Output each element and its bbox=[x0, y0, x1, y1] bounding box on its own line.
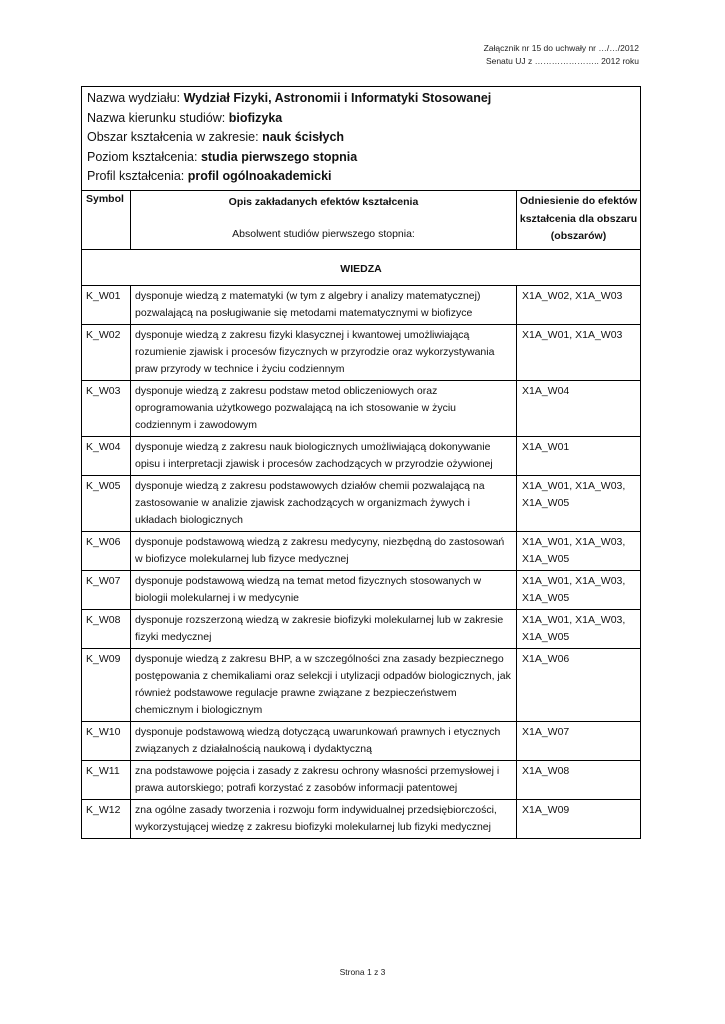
outcome-description: dysponuje podstawową wiedzą z zakresu medycyny, niezbędną do zastosowań w biofizyce molekularnej lub fizyce medycznej bbox=[131, 531, 517, 570]
header-note-line-2: Senatu UJ z ………………….. 2012 roku bbox=[485, 56, 639, 66]
table-row bbox=[82, 285, 641, 324]
outcome-reference: X1A_W04 bbox=[517, 380, 641, 436]
info-field-of-study bbox=[87, 109, 635, 129]
outcome-description: zna podstawowe pojęcia i zasady z zakresu ochrony własności przemysłowej i prawa autorskiego; potrafi korzystać z zasobów informacji patentowej bbox=[131, 760, 517, 799]
page-footer: Strona 1 z 3 bbox=[339, 967, 386, 977]
header-note-line-1: Załącznik nr 15 do uchwały nr …/…/2012 bbox=[483, 43, 639, 53]
outcome-reference: X1A_W01, X1A_W03, X1A_W05 bbox=[517, 531, 641, 570]
info-area-value: nauk ścisłych bbox=[262, 130, 345, 145]
info-level-value: studia pierwszego stopnia bbox=[200, 149, 358, 164]
info-profile bbox=[87, 167, 635, 187]
outcome-reference: X1A_W09 bbox=[517, 799, 641, 838]
info-field-label: Nazwa kierunku studiów: bbox=[87, 110, 229, 125]
table-header-row bbox=[82, 190, 641, 249]
outcome-description: dysponuje podstawową wiedzą na temat metod fizycznych stosowanych w biologii molekularnej i w medycynie bbox=[131, 570, 517, 609]
outcome-symbol: K_W07 bbox=[82, 570, 131, 609]
outcome-symbol: K_W02 bbox=[82, 324, 131, 380]
outcome-description: dysponuje wiedzą z zakresu nauk biologicznych umożliwiającą dokonywanie opisu i interpretacji zjawisk i procesów zachodzących w przyrodzie ożywionej bbox=[131, 436, 517, 475]
outcome-description: dysponuje podstawową wiedzą dotyczącą uwarunkowań prawnych i etycznych związanych z działalnością naukową i dydaktyczną bbox=[131, 721, 517, 760]
info-faculty-label: Nazwa wydziału: bbox=[87, 91, 184, 105]
outcome-symbol: K_W04 bbox=[82, 436, 131, 475]
table-row bbox=[82, 721, 641, 760]
outcome-symbol: K_W06 bbox=[82, 531, 131, 570]
header-description bbox=[131, 190, 517, 249]
outcome-reference: X1A_W01, X1A_W03, X1A_W05 bbox=[517, 570, 641, 609]
outcome-symbol: K_W05 bbox=[82, 475, 131, 531]
info-level-label: Poziom kształcenia: bbox=[87, 149, 201, 164]
info-block-row bbox=[82, 87, 641, 191]
outcome-symbol: K_W03 bbox=[82, 380, 131, 436]
outcomes-rows bbox=[82, 285, 641, 838]
outcome-symbol: K_W10 bbox=[82, 721, 131, 760]
outcome-symbol: K_W08 bbox=[82, 609, 131, 648]
table-row bbox=[82, 799, 641, 838]
outcome-symbol: K_W11 bbox=[82, 760, 131, 799]
info-field-value: biofizyka bbox=[228, 110, 283, 125]
outcome-description: dysponuje wiedzą z zakresu fizyki klasycznej i kwantowej umożliwiającą rozumienie zjawisk i procesów fizycznych w przyrodzie oraz wykorzystywania praw przyrody w technice i życiu codziennym bbox=[131, 324, 517, 380]
table-row bbox=[82, 436, 641, 475]
outcome-reference: X1A_W01, X1A_W03, X1A_W05 bbox=[517, 475, 641, 531]
info-area-label: Obszar kształcenia w zakresie: bbox=[87, 130, 263, 145]
outcome-symbol: K_W01 bbox=[82, 285, 131, 324]
info-block bbox=[82, 87, 641, 191]
table-row bbox=[82, 609, 641, 648]
table-row bbox=[82, 570, 641, 609]
header-description-subtitle: Absolwent studiów pierwszego stopnia: bbox=[232, 227, 415, 240]
info-faculty-value: Wydział Fizyki, Astronomii i Informatyki Stosowanej bbox=[183, 91, 492, 105]
table-row bbox=[82, 475, 641, 531]
section-row bbox=[82, 249, 641, 285]
header-description-title: Opis zakładanych efektów kształcenia bbox=[228, 195, 419, 208]
outcome-reference: X1A_W01, X1A_W03 bbox=[517, 324, 641, 380]
table-row bbox=[82, 324, 641, 380]
outcome-description: zna ogólne zasady tworzenia i rozwoju form indywidualnej przedsiębiorczości, wykorzystującej wiedzę z zakresu biofizyki molekularnej lub fizyki medycznej bbox=[131, 799, 517, 838]
outcome-reference: X1A_W08 bbox=[517, 760, 641, 799]
outcome-description: dysponuje rozszerzoną wiedzą w zakresie biofizyki molekularnej lub w zakresie fizyki medycznej bbox=[131, 609, 517, 648]
info-profile-value: profil ogólnoakademicki bbox=[187, 169, 332, 184]
table-row bbox=[82, 380, 641, 436]
info-faculty bbox=[87, 89, 635, 109]
section-title: WIEDZA bbox=[82, 249, 641, 285]
outcome-description: dysponuje wiedzą z zakresu BHP, a w szczególności zna zasady bezpiecznego postępowania z chemikaliami oraz selekcji i utylizacji odpadów biologicznych, jak również podstawowe regulacje prawne związane z bezpieczeństwem chemicznym i biologicznym bbox=[131, 648, 517, 721]
header-symbol: Symbol bbox=[82, 190, 131, 249]
info-area bbox=[87, 128, 635, 148]
outcome-symbol: K_W09 bbox=[82, 648, 131, 721]
outcome-symbol: K_W12 bbox=[82, 799, 131, 838]
info-profile-label: Profil kształcenia: bbox=[87, 169, 188, 184]
outcome-reference: X1A_W07 bbox=[517, 721, 641, 760]
document-header-note bbox=[484, 42, 639, 68]
outcome-reference: X1A_W01, X1A_W03, X1A_W05 bbox=[517, 609, 641, 648]
table-row bbox=[82, 648, 641, 721]
outcome-reference: X1A_W01 bbox=[517, 436, 641, 475]
table-row bbox=[82, 760, 641, 799]
outcome-description: dysponuje wiedzą z matematyki (w tym z algebry i analizy matematycznej) pozwalającą na posługiwanie się metodami matematycznymi w biofizyce bbox=[131, 285, 517, 324]
table-row bbox=[82, 531, 641, 570]
outcome-reference: X1A_W02, X1A_W03 bbox=[517, 285, 641, 324]
outcome-description: dysponuje wiedzą z zakresu podstaw metod obliczeniowych oraz oprogramowania użytkowego pozwalającą na ich stosowanie w życiu codziennym i zawodowym bbox=[131, 380, 517, 436]
header-reference: Odniesienie do efektów kształcenia dla obszaru (obszarów) bbox=[517, 190, 641, 249]
outcome-reference: X1A_W06 bbox=[517, 648, 641, 721]
outcome-description: dysponuje wiedzą z zakresu podstawowych działów chemii pozwalającą na zastosowanie w analizie zjawisk zachodzących w organizmach żywych i układach biologicznych bbox=[131, 475, 517, 531]
learning-outcomes-table bbox=[81, 86, 641, 839]
info-level bbox=[87, 148, 635, 168]
